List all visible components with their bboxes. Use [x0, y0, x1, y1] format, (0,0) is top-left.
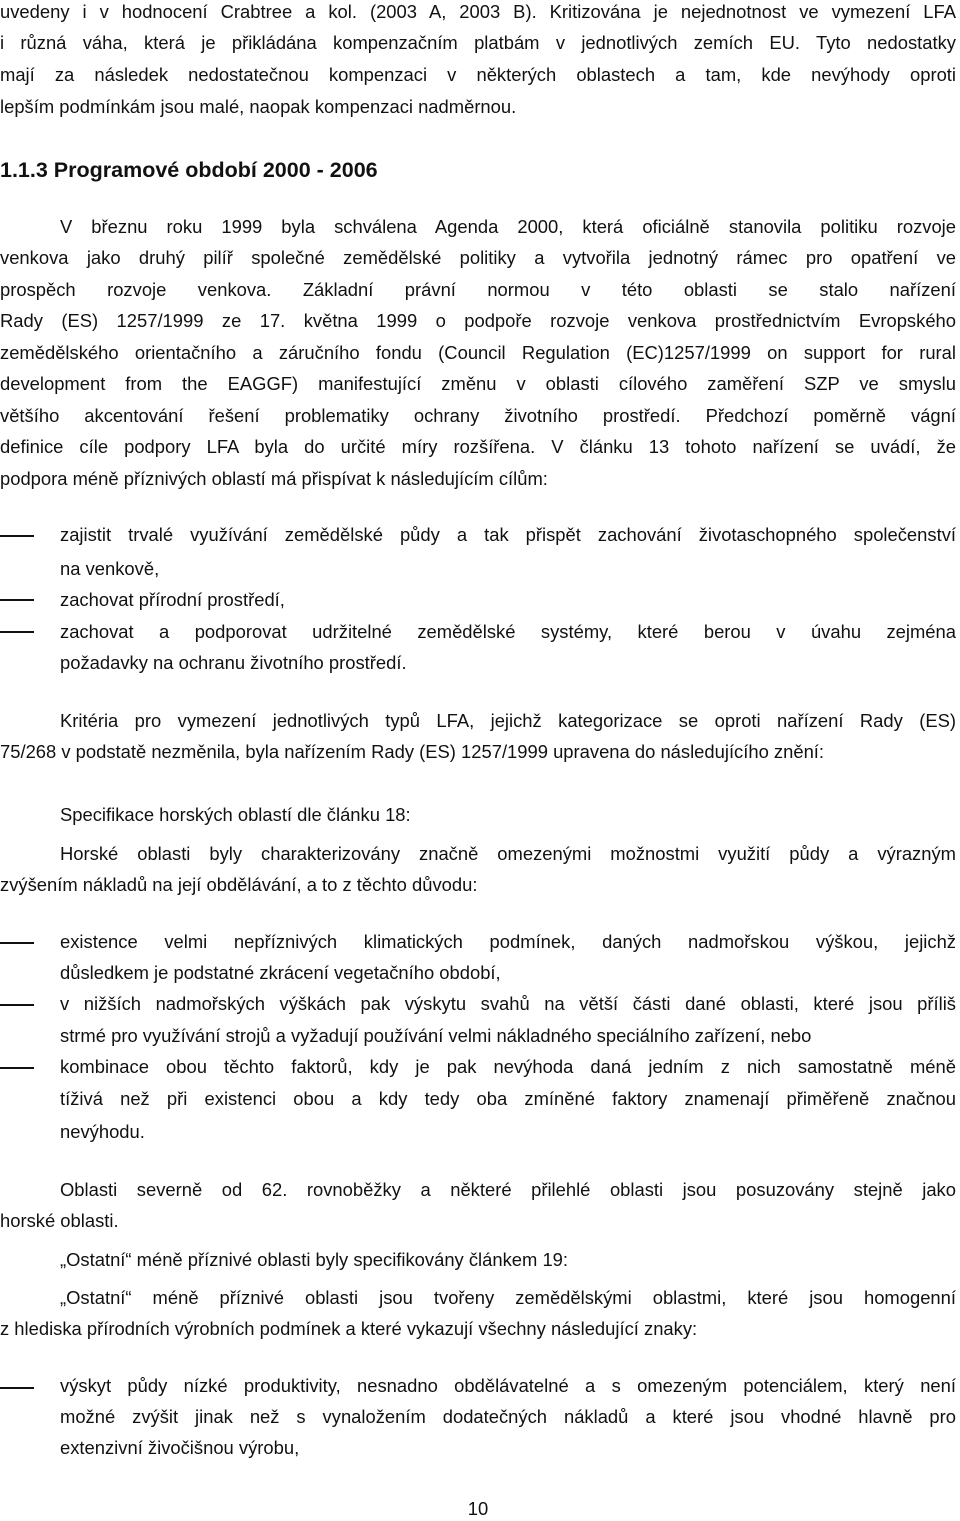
dash-bullet	[0, 599, 34, 601]
text-line: prospěch rozvoje venkova. Základní právní normou v této oblasti se stalo nařízení	[0, 279, 956, 300]
text-line: lepším podmínkám jsou malé, naopak kompenzaci nadměrnou.	[0, 96, 517, 117]
text-line: zvýšením nákladů na její obdělávání, a to z těchto důvodu:	[0, 874, 478, 895]
text-line: Kritéria pro vymezení jednotlivých typů LFA, jejichž kategorizace se oproti nařízení Rady (ES)	[60, 710, 956, 731]
text-line: V březnu roku 1999 byla schválena Agenda 2000, která oficiálně stanovila politiku rozvoje	[60, 216, 956, 237]
text-line: mají za následek nedostatečnou kompenzaci v některých oblastech a tam, kde nevýhody oproti	[0, 64, 956, 85]
text-line: i různá váha, která je přikládána kompenzačním platbám v jednotlivých zemích EU. Tyto nedostatky	[0, 32, 956, 53]
list-item-line: extenzivní živočišnou výrobu,	[60, 1437, 300, 1458]
text-line: 75/268 v podstatě nezměnila, byla nařízením Rady (ES) 1257/1999 upravena do následujícího znění:	[0, 741, 825, 762]
section-heading: 1.1.3 Programové období 2000 - 2006	[0, 158, 378, 182]
text-line: horské oblasti.	[0, 1210, 119, 1231]
subsection-label: Specifikace horských oblastí dle článku 18:	[60, 804, 411, 825]
text-line: většího akcentování řešení problematiky ochrany životního prostředí. Předchozí poměrně vágní	[0, 405, 956, 426]
text-line: zemědělského orientačního a záručního fondu (Council Regulation (EC)1257/1999 on support for rural	[0, 342, 956, 363]
text-line: z hlediska přírodních výrobních podmínek a které vykazují všechny následující znaky:	[0, 1318, 698, 1339]
dash-bullet	[0, 942, 34, 944]
dash-bullet	[0, 631, 34, 633]
list-item-line: možné zvýšit jinak než s vynaložením dodatečných nákladů a které jsou vhodné hlavně pro	[60, 1406, 956, 1427]
text-line: venkova jako druhý pilíř společné zemědělské politiky a vytvořila jednotný rámec pro opatření ve	[0, 247, 956, 268]
list-item-line: požadavky na ochranu životního prostředí.	[60, 652, 407, 673]
text-line: Horské oblasti byly charakterizovány značně omezenými možnostmi využití půdy a výrazným	[60, 843, 956, 864]
list-item-line: strmé pro využívání strojů a vyžadují používání velmi nákladného speciálního zařízení, nebo	[60, 1025, 812, 1046]
list-item-line: na venkově,	[60, 558, 160, 579]
text-line: definice cíle podpory LFA byla do určité míry rozšířena. V článku 13 tohoto nařízení se uvádí, že	[0, 436, 956, 457]
dash-bullet	[0, 1004, 34, 1006]
list-item-line: zachovat a podporovat udržitelné zemědělské systémy, které berou v úvahu zejména	[60, 621, 956, 642]
text-line: development from the EAGGF) manifestující změnu v oblasti cílového zaměření SZP ve smyslu	[0, 373, 956, 394]
dash-bullet	[0, 1067, 34, 1069]
list-item-line: tíživá než při existenci obou a kdy tedy oba zmíněné faktory znamenají přiměřeně značnou	[60, 1088, 956, 1109]
text-line: uvedeny i v hodnocení Crabtree a kol. (2003 A, 2003 B). Kritizována je nejednotnost ve vymezení LFA	[0, 1, 956, 22]
text-line: Rady (ES) 1257/1999 ze 17. května 1999 o podpoře rozvoje venkova prostřednictvím Evropského	[0, 310, 956, 331]
list-item-line: kombinace obou těchto faktorů, kdy je pak nevýhoda daná jedním z nich samostatně méně	[60, 1056, 956, 1077]
list-item-line: důsledkem je podstatné zkrácení vegetačního období,	[60, 962, 501, 983]
list-item-line: zachovat přírodní prostředí,	[60, 589, 285, 610]
list-item-line: zajistit trvalé využívání zemědělské půdy a tak přispět zachování životaschopného společenství	[60, 524, 956, 545]
list-item-line: nevýhodu.	[60, 1121, 145, 1142]
text-line: „Ostatní“ méně příznivé oblasti byly specifikovány článkem 19:	[60, 1249, 569, 1270]
text-line: Oblasti severně od 62. rovnoběžky a některé přilehlé oblasti jsou posuzovány stejně jako	[60, 1179, 956, 1200]
text-line: „Ostatní“ méně příznivé oblasti jsou tvořeny zemědělskými oblastmi, které jsou homogenní	[60, 1287, 956, 1308]
text-line: podpora méně příznivých oblastí má přispívat k následujícím cílům:	[0, 468, 548, 489]
dash-bullet	[0, 535, 34, 537]
list-item-line: výskyt půdy nízké produktivity, nesnadno obdělávatelné a s omezeným potenciálem, který není	[60, 1375, 956, 1396]
page-number: 10	[467, 1498, 489, 1519]
dash-bullet	[0, 1387, 34, 1389]
list-item-line: existence velmi nepříznivých klimatických podmínek, daných nadmořskou výškou, jejichž	[60, 931, 956, 952]
list-item-line: v nižších nadmořských výškách pak výskytu svahů na větší části dané oblasti, které jsou příliš	[60, 993, 956, 1014]
